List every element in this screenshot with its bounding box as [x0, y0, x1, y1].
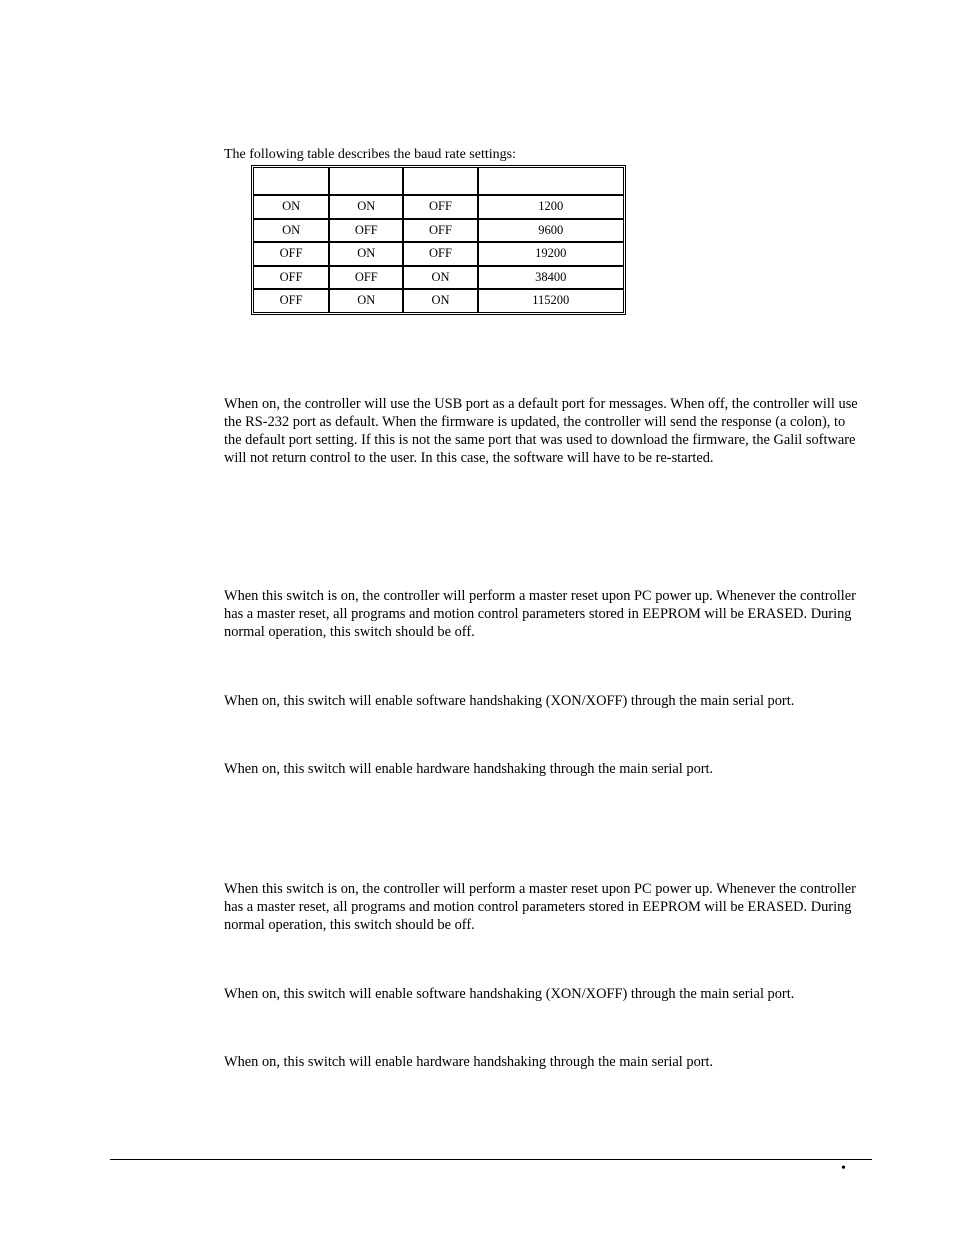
table-cell: OFF: [253, 266, 329, 290]
baud-rate-table: [251, 165, 626, 315]
table-row: [253, 289, 624, 313]
table-cell: OFF: [403, 195, 477, 219]
table-cell: ON: [329, 289, 403, 313]
master-reset-paragraph-2: When this switch is on, the controller will perform a master reset upon PC power up. Whenever the controller has a master reset, all programs and motion control parameters stored in EEPROM will be ERASED. During normal operation, this switch should be off.: [224, 881, 856, 933]
software-handshake-paragraph: When on, this switch will enable software handshaking (XON/XOFF) through the main serial port.: [224, 693, 795, 709]
table-cell: OFF: [253, 242, 329, 266]
table-cell: OFF: [253, 289, 329, 313]
table-cell: ON: [329, 242, 403, 266]
software-handshake-paragraph-2: When on, this switch will enable software handshaking (XON/XOFF) through the main serial port.: [224, 986, 795, 1002]
table-cell: ON: [253, 195, 329, 219]
table-cell: OFF: [403, 219, 477, 243]
table-cell: 19200: [478, 242, 624, 266]
table-cell: ON: [253, 219, 329, 243]
table-row: [253, 195, 624, 219]
footer-bullet: •: [841, 1161, 846, 1176]
hardware-handshake-paragraph: When on, this switch will enable hardware handshaking through the main serial port.: [224, 761, 714, 777]
table-cell: ON: [329, 195, 403, 219]
table-header-cell: [329, 167, 403, 195]
table-header-row: [253, 167, 624, 195]
table-cell: 38400: [478, 266, 624, 290]
table-cell: 1200: [478, 195, 624, 219]
table-cell: OFF: [329, 266, 403, 290]
footer-rule: [110, 1159, 872, 1160]
table-cell: 115200: [478, 289, 624, 313]
table-header-cell: [403, 167, 477, 195]
table-header-cell: [478, 167, 624, 195]
table-cell: ON: [403, 266, 477, 290]
table-cell: 9600: [478, 219, 624, 243]
table-cell: OFF: [403, 242, 477, 266]
master-reset-paragraph: When this switch is on, the controller will perform a master reset upon PC power up. Whenever the controller has a master reset, all programs and motion control parameters stored in EEPROM will be ERASED. During normal operation, this switch should be off.: [224, 588, 856, 640]
table-row: [253, 266, 624, 290]
table-header-cell: [253, 167, 329, 195]
hardware-handshake-paragraph-2: When on, this switch will enable hardware handshaking through the main serial port.: [224, 1054, 714, 1070]
usb-default-port-paragraph: When on, the controller will use the USB port as a default port for messages. When off, the controller will use the RS-232 port as default. When the firmware is updated, the controller will send the response (a colon), to the default port setting. If this is not the same port that was used to download the firmware, the Galil software will not return control to the user. In this case, the software will have to be re-started.: [224, 396, 858, 466]
table-row: [253, 219, 624, 243]
table-intro: The following table describes the baud rate settings:: [224, 147, 516, 162]
table-cell: OFF: [329, 219, 403, 243]
table-cell: ON: [403, 289, 477, 313]
table-row: [253, 242, 624, 266]
